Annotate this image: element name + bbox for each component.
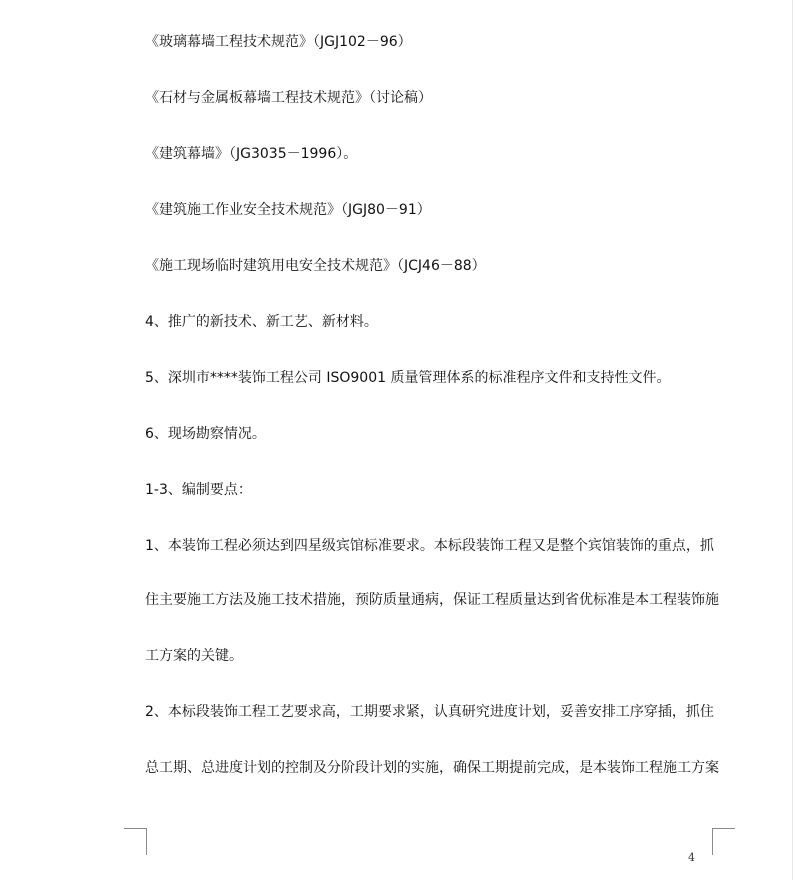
standard-glass-curtain-wall: 《玻璃幕墙工程技术规范》（JGJ102－96） bbox=[145, 34, 412, 50]
standard-construction-safety: 《建筑施工作业安全技术规范》（JGJ80－91） bbox=[145, 202, 431, 218]
paragraph-1-line-3: 工方案的关键。 bbox=[145, 648, 243, 664]
paragraph-2-line-2: 总工期、总进度计划的控制及分阶段计划的实施，确保工期提前完成，是本装饰工程施工方案 bbox=[145, 760, 719, 776]
section-heading-key-points: 1-3、编制要点： bbox=[145, 482, 252, 498]
paragraph-2-line-1: 2、本标段装饰工程工艺要求高，工期要求紧，认真研究进度计划，妥善安排工序穿插，抓住 bbox=[145, 704, 714, 720]
paragraph-1-line-2: 住主要施工方法及施工技术措施，预防质量通病，保证工程质量达到省优标准是本工程装饰施 bbox=[145, 592, 719, 608]
item-site-survey: 6、现场勘察情况。 bbox=[145, 426, 266, 442]
page-number: 4 bbox=[688, 851, 695, 864]
standard-stone-metal-curtain-wall: 《石材与金属板幕墙工程技术规范》（讨论稿） bbox=[145, 90, 432, 106]
item-iso9001-documents: 5、深圳市****装饰工程公司 ISO9001 质量管理体系的标准程序文件和支持性文件。 bbox=[145, 370, 671, 386]
standard-temporary-electricity: 《施工现场临时建筑用电安全技术规范》（JCJ46－88） bbox=[145, 258, 486, 274]
crop-mark-left bbox=[124, 828, 147, 855]
crop-mark-right bbox=[712, 828, 735, 855]
paragraph-1-line-1: 1、本装饰工程必须达到四星级宾馆标准要求。本标段装饰工程又是整个宾馆装饰的重点，抓 bbox=[145, 538, 714, 554]
page-edge bbox=[792, 0, 793, 880]
item-new-technology: 4、推广的新技术、新工艺、新材料。 bbox=[145, 314, 378, 330]
standard-building-curtain-wall: 《建筑幕墙》（JG3035－1996）。 bbox=[145, 146, 358, 162]
